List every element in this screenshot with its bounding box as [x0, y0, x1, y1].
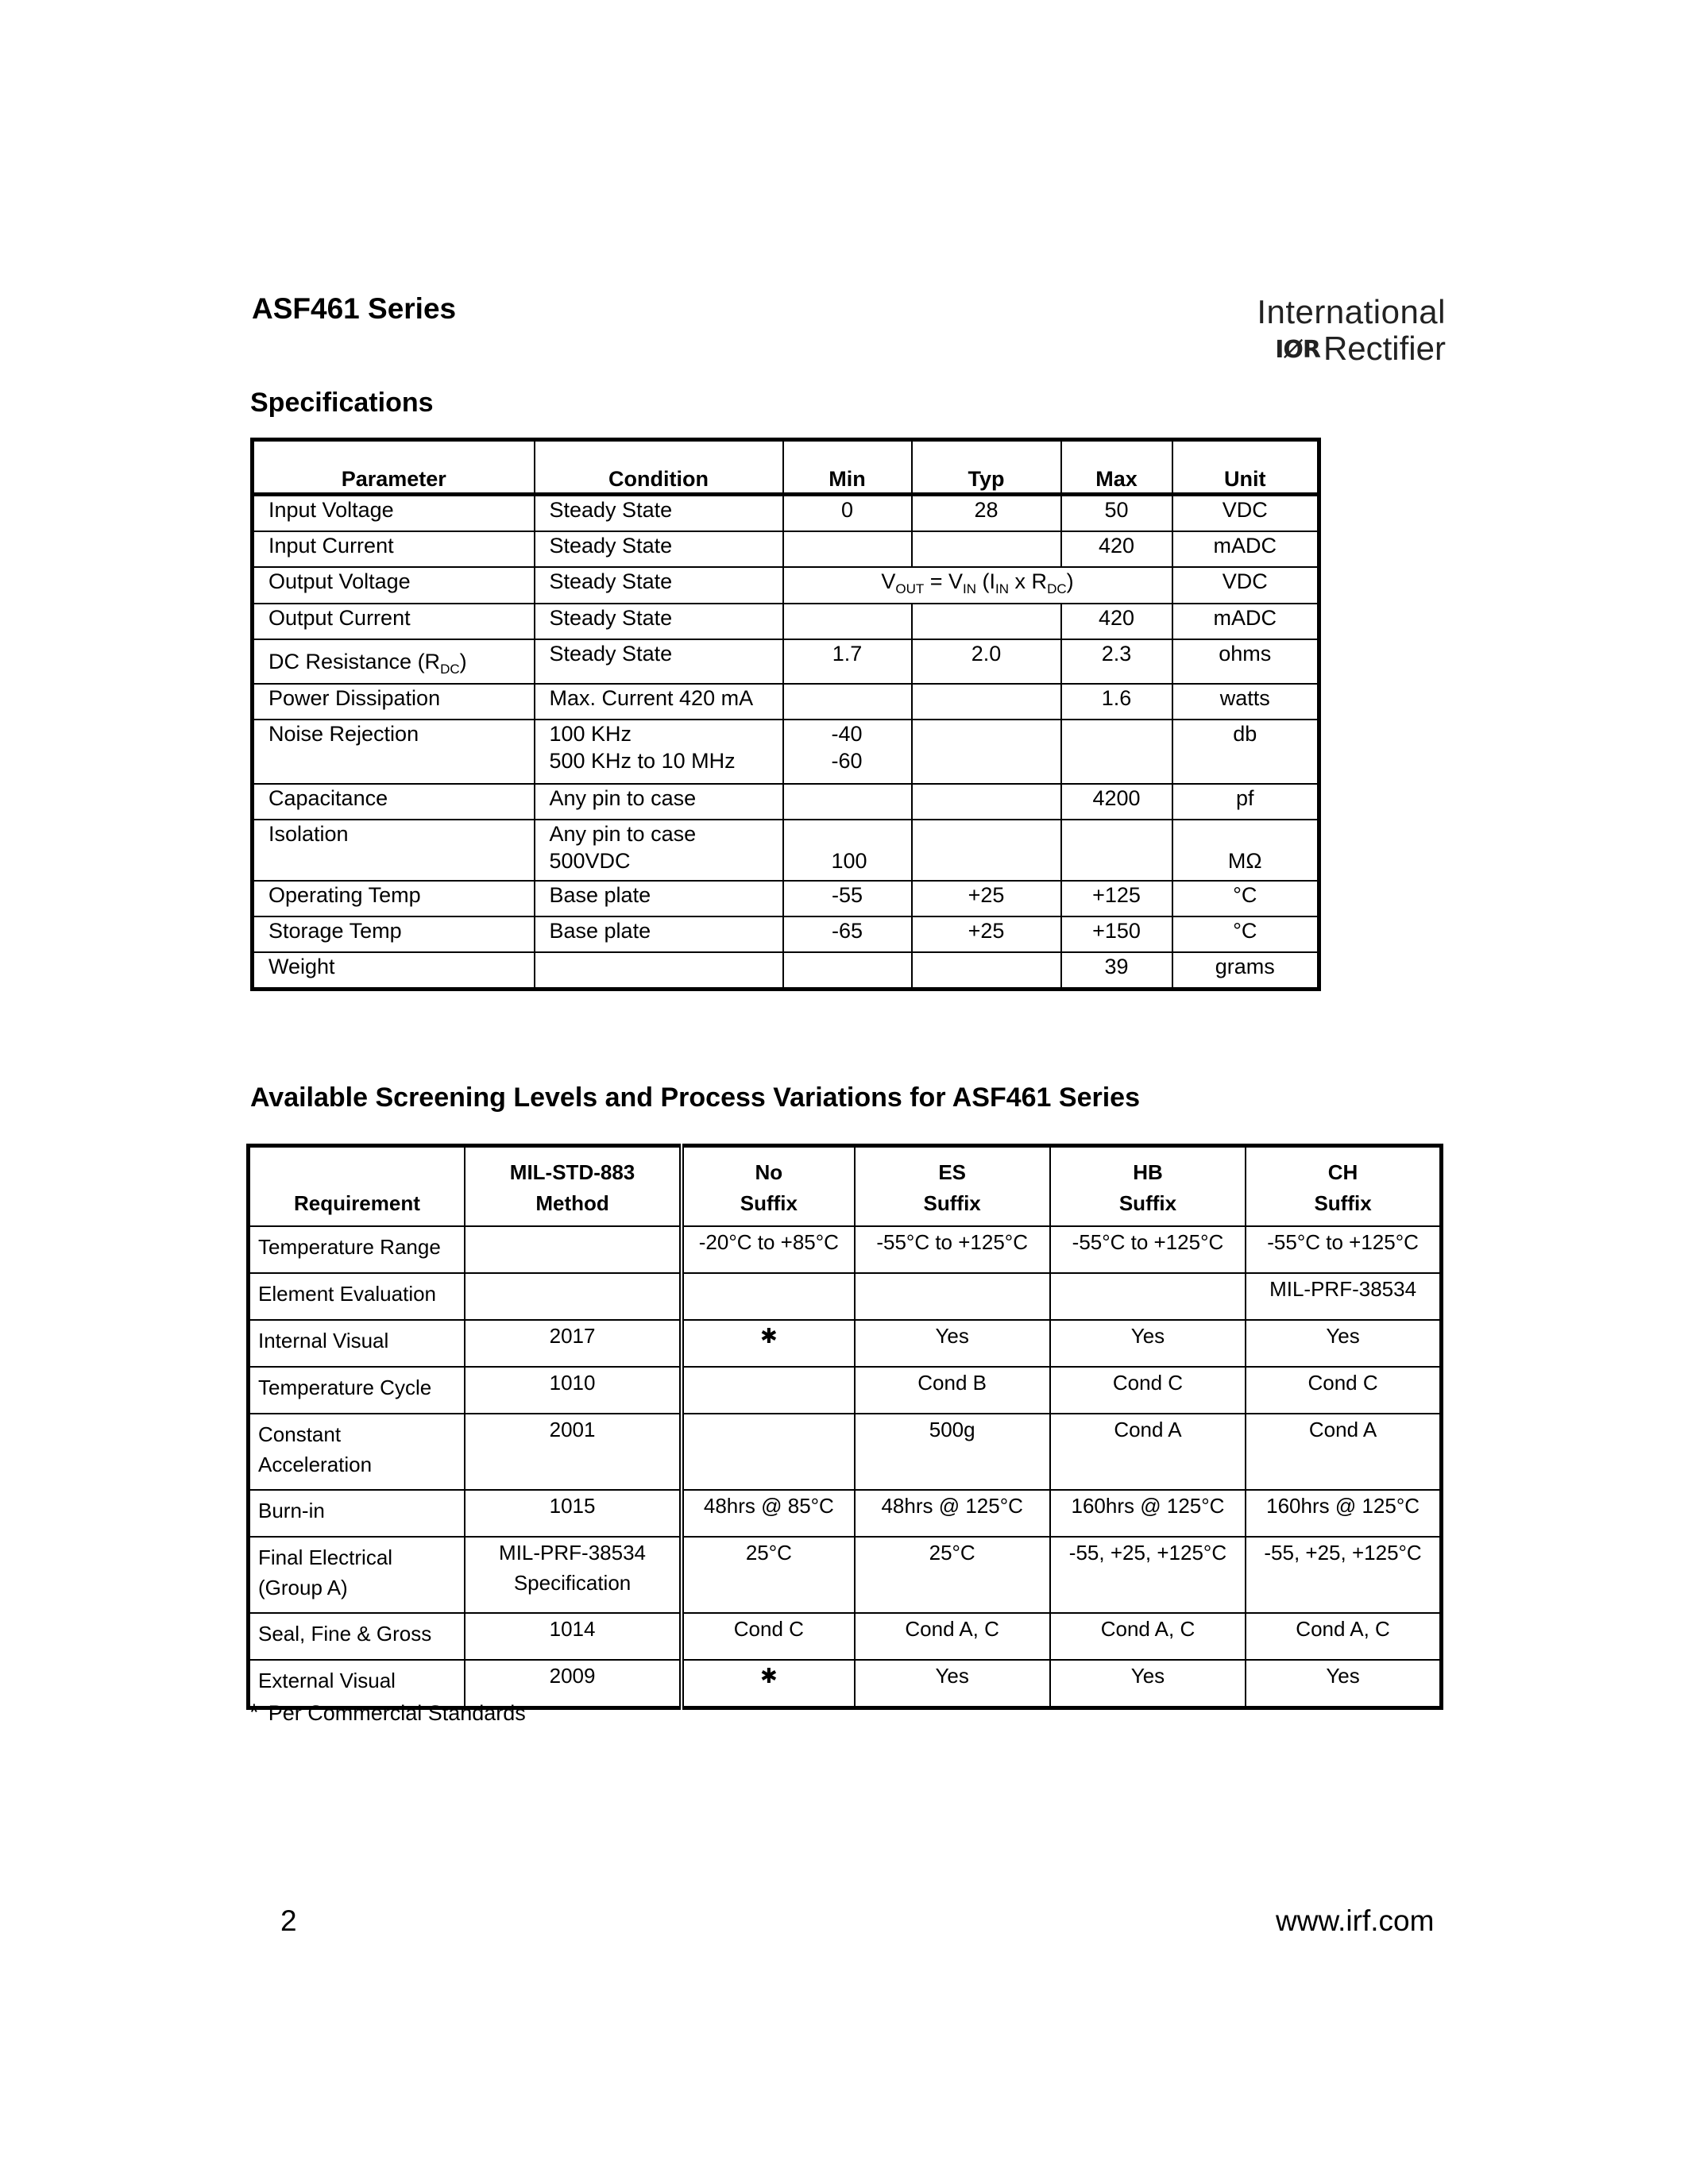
- cell-parameter: Isolation: [253, 820, 535, 881]
- cell-condition: 100 KHz 500 KHz to 10 MHz: [535, 720, 783, 784]
- cell-hb-suffix: Cond A: [1050, 1414, 1246, 1490]
- cell-method: 1014: [465, 1613, 682, 1660]
- asterisk-icon: ✱: [682, 1320, 854, 1367]
- screening-table: [246, 1144, 1443, 1710]
- cell-typ: +25: [912, 916, 1061, 952]
- cell-min: [783, 531, 912, 567]
- cell-min: [783, 604, 912, 639]
- col-header-no-suffix: No Suffix: [682, 1146, 854, 1227]
- cell-method: [465, 1273, 682, 1320]
- cell-min: -55: [783, 881, 912, 916]
- cell-min: [783, 952, 912, 990]
- cell-unit: grams: [1172, 952, 1319, 990]
- cell-es-suffix: -55°C to +125°C: [855, 1226, 1050, 1273]
- cell-requirement: Seal, Fine & Gross: [249, 1613, 465, 1660]
- table-row: [253, 531, 1319, 567]
- cell-method: [465, 1226, 682, 1273]
- cell-no-suffix: Cond C: [682, 1613, 854, 1660]
- cell-typ: [912, 952, 1061, 990]
- cell-no-suffix: 48hrs @ 85°C: [682, 1490, 854, 1537]
- col-header-typ: Typ: [912, 440, 1061, 495]
- cell-method: MIL-PRF-38534 Specification: [465, 1537, 682, 1613]
- cell-es-suffix: [855, 1273, 1050, 1320]
- cell-min: -40 -60: [783, 720, 912, 784]
- cell-typ: [912, 531, 1061, 567]
- cell-parameter: DC Resistance $(R_{DC})$: [253, 639, 535, 684]
- cell-requirement: Element Evaluation: [249, 1273, 465, 1320]
- cell-max: 4200: [1061, 784, 1172, 820]
- table-row: [253, 784, 1319, 820]
- table-row: [253, 495, 1319, 532]
- page-number: 2: [280, 1904, 297, 1937]
- table-row: [253, 952, 1319, 990]
- cell-requirement: Burn-in: [249, 1490, 465, 1537]
- cell-requirement: Final Electrical (Group A): [249, 1537, 465, 1613]
- cell-hb-suffix: Yes: [1050, 1320, 1246, 1367]
- cell-parameter: Weight: [253, 952, 535, 990]
- cell-hb-suffix: -55, +25, +125°C: [1050, 1537, 1246, 1613]
- cell-ch-suffix: Cond A: [1246, 1414, 1441, 1490]
- cell-parameter: Capacitance: [253, 784, 535, 820]
- screening-heading: Available Screening Levels and Process Variations for ASF461 Series: [250, 1082, 1140, 1113]
- cell-typ: [912, 720, 1061, 784]
- cell-unit: mADC: [1172, 604, 1319, 639]
- cell-typ: 2.0: [912, 639, 1061, 684]
- document-title: ASF461 Series: [252, 292, 457, 325]
- cell-max: 1.6: [1061, 684, 1172, 720]
- cell-ch-suffix: Cond A, C: [1246, 1613, 1441, 1660]
- cell-typ: [912, 820, 1061, 881]
- cell-parameter: Noise Rejection: [253, 720, 535, 784]
- cell-condition: Any pin to case: [535, 784, 783, 820]
- table-row: [253, 720, 1319, 784]
- cell-typ: [912, 684, 1061, 720]
- cell-unit: mADC: [1172, 531, 1319, 567]
- footer-url-link[interactable]: www.irf.com: [1276, 1904, 1435, 1937]
- table-row: [253, 820, 1319, 881]
- cell-hb-suffix: Cond C: [1050, 1367, 1246, 1414]
- col-header-max: Max: [1061, 440, 1172, 495]
- table-row: [253, 881, 1319, 916]
- cell-max: [1061, 720, 1172, 784]
- cell-unit: ohms: [1172, 639, 1319, 684]
- cell-es-suffix: 25°C: [855, 1537, 1050, 1613]
- logo-ior-mark: IØR: [1275, 336, 1320, 364]
- cell-ch-suffix: Yes: [1246, 1660, 1441, 1708]
- logo-rectifier-text: Rectifier: [1323, 330, 1446, 367]
- table-row: [253, 639, 1319, 684]
- cell-hb-suffix: 160hrs @ 125°C: [1050, 1490, 1246, 1537]
- cell-parameter: Output Current: [253, 604, 535, 639]
- cell-max: +125: [1061, 881, 1172, 916]
- cell-typ: +25: [912, 881, 1061, 916]
- cell-condition: Steady State: [535, 531, 783, 567]
- cell-condition: Max. Current 420 mA: [535, 684, 783, 720]
- cell-parameter: Input Voltage: [253, 495, 535, 532]
- company-logo: [1255, 294, 1446, 369]
- cell-min: [783, 784, 912, 820]
- table-row: [253, 604, 1319, 639]
- cell-condition: Steady State: [535, 495, 783, 532]
- col-header-method: MIL-STD-883 Method: [465, 1146, 682, 1227]
- table-row: [253, 916, 1319, 952]
- cell-hb-suffix: Yes: [1050, 1660, 1246, 1708]
- col-header-condition: Condition: [535, 440, 783, 495]
- asterisk-icon: ✱: [682, 1660, 854, 1708]
- cell-max: 2.3: [1061, 639, 1172, 684]
- col-header-es-suffix: ES Suffix: [855, 1146, 1050, 1227]
- cell-min: [783, 684, 912, 720]
- col-header-hb-suffix: HB Suffix: [1050, 1146, 1246, 1227]
- cell-es-suffix: Cond B: [855, 1367, 1050, 1414]
- cell-method: 1015: [465, 1490, 682, 1537]
- cell-method: 2009: [465, 1660, 682, 1708]
- cell-ch-suffix: MIL-PRF-38534: [1246, 1273, 1441, 1320]
- table-row: [249, 1226, 1442, 1273]
- cell-condition: Any pin to case 500VDC: [535, 820, 783, 881]
- table-row: [249, 1273, 1442, 1320]
- table-row: [253, 567, 1319, 604]
- table-row: [249, 1613, 1442, 1660]
- cell-unit: MΩ: [1172, 820, 1319, 881]
- footnote-text: Per Commercial Standards: [268, 1701, 526, 1725]
- cell-unit: watts: [1172, 684, 1319, 720]
- cell-unit: VDC: [1172, 495, 1319, 532]
- specifications-table: [250, 438, 1321, 991]
- cell-max: +150: [1061, 916, 1172, 952]
- cell-no-suffix: [682, 1414, 854, 1490]
- cell-hb-suffix: -55°C to +125°C: [1050, 1226, 1246, 1273]
- cell-output-voltage-formula: $V_{OUT} = V_{IN}$ ($I_{IN}$ x $R_{DC}$): [783, 567, 1172, 604]
- cell-condition: Steady State: [535, 639, 783, 684]
- table-row: [249, 1414, 1442, 1490]
- col-header-parameter: Parameter: [253, 440, 535, 495]
- cell-parameter: Power Dissipation: [253, 684, 535, 720]
- cell-no-suffix: [682, 1273, 854, 1320]
- logo-line-international: International: [1257, 293, 1446, 330]
- table-row: [249, 1490, 1442, 1537]
- table-row: [249, 1537, 1442, 1613]
- cell-max: [1061, 820, 1172, 881]
- cell-no-suffix: [682, 1367, 854, 1414]
- cell-requirement: Temperature Cycle: [249, 1367, 465, 1414]
- cell-unit: °C: [1172, 916, 1319, 952]
- table-row: [249, 1320, 1442, 1367]
- spec-header-row: [253, 440, 1319, 495]
- cell-condition: Base plate: [535, 881, 783, 916]
- table-row: [253, 684, 1319, 720]
- col-header-requirement: Requirement: [249, 1146, 465, 1227]
- cell-typ: [912, 604, 1061, 639]
- cell-ch-suffix: Yes: [1246, 1320, 1441, 1367]
- cell-condition: Steady State: [535, 567, 783, 604]
- logo-line-rectifier: [1255, 330, 1446, 369]
- cell-condition: Base plate: [535, 916, 783, 952]
- cell-min: 100: [783, 820, 912, 881]
- cell-typ: 28: [912, 495, 1061, 532]
- cell-ch-suffix: Cond C: [1246, 1367, 1441, 1414]
- cell-min: 1.7: [783, 639, 912, 684]
- cell-ch-suffix: -55, +25, +125°C: [1246, 1537, 1441, 1613]
- cell-unit: pf: [1172, 784, 1319, 820]
- cell-hb-suffix: Cond A, C: [1050, 1613, 1246, 1660]
- cell-es-suffix: 48hrs @ 125°C: [855, 1490, 1050, 1537]
- cell-min: 0: [783, 495, 912, 532]
- cell-hb-suffix: [1050, 1273, 1246, 1320]
- cell-es-suffix: 500g: [855, 1414, 1050, 1490]
- footnote: [249, 1700, 526, 1727]
- cell-condition: [535, 952, 783, 990]
- cell-condition: Steady State: [535, 604, 783, 639]
- cell-max: 420: [1061, 604, 1172, 639]
- col-header-unit: Unit: [1172, 440, 1319, 495]
- screening-header-row: [249, 1146, 1442, 1227]
- cell-parameter: Input Current: [253, 531, 535, 567]
- col-header-min: Min: [783, 440, 912, 495]
- cell-unit: db: [1172, 720, 1319, 784]
- table-row: [249, 1367, 1442, 1414]
- cell-ch-suffix: 160hrs @ 125°C: [1246, 1490, 1441, 1537]
- cell-es-suffix: Cond A, C: [855, 1613, 1050, 1660]
- cell-typ: [912, 784, 1061, 820]
- cell-max: 420: [1061, 531, 1172, 567]
- cell-ch-suffix: -55°C to +125°C: [1246, 1226, 1441, 1273]
- cell-es-suffix: Yes: [855, 1320, 1050, 1367]
- cell-requirement: Temperature Range: [249, 1226, 465, 1273]
- cell-max: 50: [1061, 495, 1172, 532]
- cell-parameter: Storage Temp: [253, 916, 535, 952]
- cell-method: 2001: [465, 1414, 682, 1490]
- cell-method: 2017: [465, 1320, 682, 1367]
- cell-unit: °C: [1172, 881, 1319, 916]
- cell-no-suffix: 25°C: [682, 1537, 854, 1613]
- cell-parameter: Output Voltage: [253, 567, 535, 604]
- cell-unit: VDC: [1172, 567, 1319, 604]
- cell-es-suffix: Yes: [855, 1660, 1050, 1708]
- specifications-heading: Specifications: [250, 388, 434, 418]
- cell-requirement: Constant Acceleration: [249, 1414, 465, 1490]
- footnote-star-icon: *: [249, 1700, 259, 1726]
- cell-requirement: External Visual: [249, 1660, 465, 1708]
- col-header-ch-suffix: CH Suffix: [1246, 1146, 1441, 1227]
- cell-max: 39: [1061, 952, 1172, 990]
- cell-min: -65: [783, 916, 912, 952]
- cell-parameter: Operating Temp: [253, 881, 535, 916]
- cell-requirement: Internal Visual: [249, 1320, 465, 1367]
- cell-method: 1010: [465, 1367, 682, 1414]
- cell-no-suffix: -20°C to +85°C: [682, 1226, 854, 1273]
